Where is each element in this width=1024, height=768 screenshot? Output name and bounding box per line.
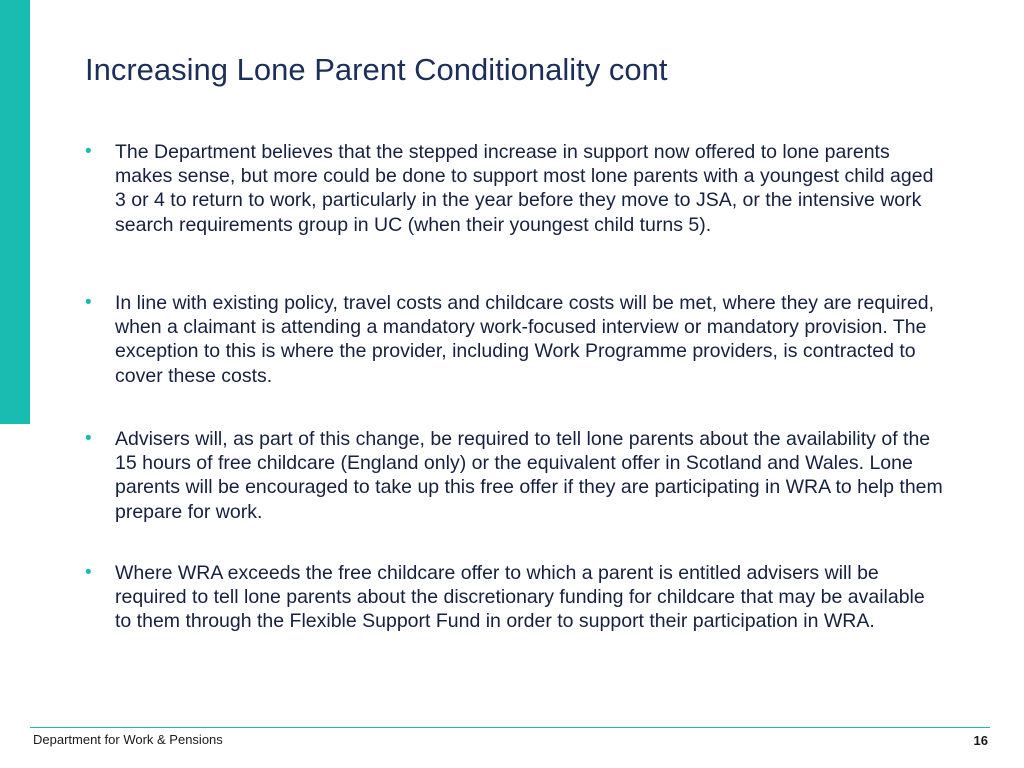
bullet-item [85,291,945,388]
bullet-item [85,427,945,524]
bullet-marker-icon: • [85,562,92,583]
bullet-text: Where WRA exceeds the free childcare offer to which a parent is entitled advisers will be required to tell lone parents about the discretionary funding for childcare that may be available to them through the Flexible Support Fund in order to support their participation in WRA. [115,562,925,633]
bullet-marker-icon: • [85,428,92,449]
bullet-text: The Department believes that the stepped increase in support now offered to lone parents makes sense, but more could be done to support most lone parents with a youngest child aged 3 or 4 to return to work, particularly in the year before they move to JSA, or the intensive work search requirements group in UC (when their youngest child turns 5). [115,141,934,236]
slide-title: Increasing Lone Parent Conditionality cont [85,52,668,87]
footer-organization: Department for Work & Pensions [33,732,223,747]
accent-sidebar-bar [0,0,30,424]
page-number: 16 [973,733,988,748]
bullet-item [85,561,945,634]
bullet-text: In line with existing policy, travel costs and childcare costs will be met, where they are required, when a claimant is attending a mandatory work-focused interview or mandatory provision. The exception to this is where the provider, including Work Programme providers, is contracted to cover these costs. [115,292,935,387]
bullet-marker-icon: • [85,292,92,313]
bullet-item [85,140,945,237]
footer-divider [30,727,990,728]
bullet-text: Advisers will, as part of this change, be required to tell lone parents about the availability of the 15 hours of free childcare (England only) or the equivalent offer in Scotland and Wales. Lone parents will be encouraged to take up this free offer if they are participating in WRA to help them prepare for work. [115,428,943,523]
bullet-marker-icon: • [85,141,92,162]
